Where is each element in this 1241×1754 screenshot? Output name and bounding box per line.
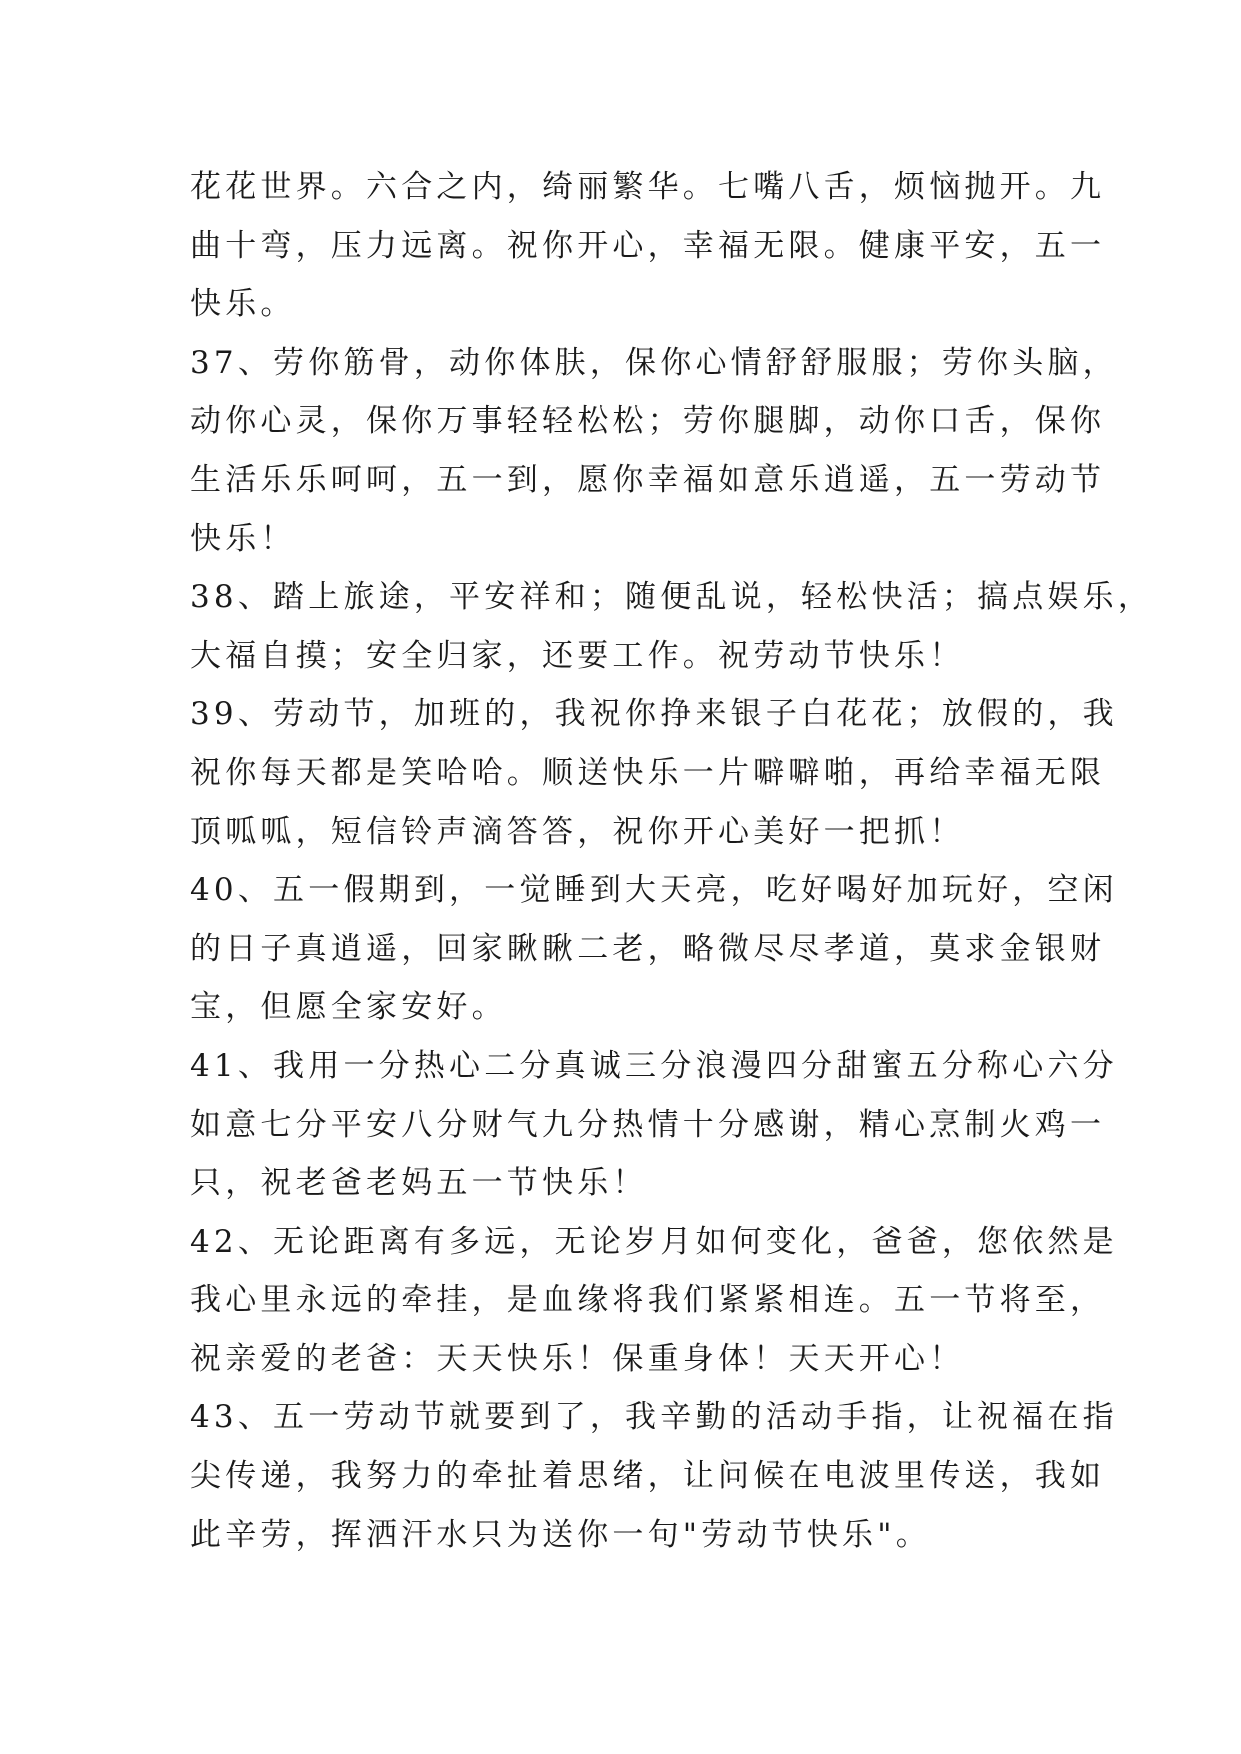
text-line: 生活乐乐呵呵，五一到，愿你幸福如意乐逍遥，五一劳动节: [190, 461, 1106, 498]
text-line: 39、劳动节，加班的，我祝你挣来银子白花花；放假的，我: [190, 696, 1118, 733]
text-line: 顶呱呱，短信铃声滴答答，祝你开心美好一把抓！: [190, 813, 965, 850]
text-line: 如意七分平安八分财气九分热情十分感谢，精心烹制火鸡一: [190, 1106, 1106, 1143]
text-line: 快乐！: [190, 520, 296, 557]
text-line: 的日子真逍遥，回家瞅瞅二老，略微尽尽孝道，莫求金银财: [190, 930, 1106, 967]
text-line: 43、五一劳动节就要到了，我辛勤的活动手指，让祝福在指: [190, 1399, 1118, 1436]
text-line: 动你心灵，保你万事轻轻松松；劳你腿脚，动你口舌，保你: [190, 403, 1106, 440]
text-line: 42、无论距离有多远，无论岁月如何变化，爸爸，您依然是: [190, 1223, 1118, 1260]
text-line: 41、我用一分热心二分真诚三分浪漫四分甜蜜五分称心六分: [190, 1047, 1118, 1084]
text-line: 宝，但愿全家安好。: [190, 989, 507, 1026]
text-line: 大福自摸；安全归家，还要工作。祝劳动节快乐！: [190, 637, 965, 674]
document-body: [190, 158, 1154, 1564]
text-line: 40、五一假期到，一觉睡到大天亮，吃好喝好加玩好，空闲: [190, 872, 1118, 909]
text-line: 快乐。: [190, 286, 296, 323]
text-line: 只，祝老爸老妈五一节快乐！: [190, 1165, 648, 1202]
text-line: 曲十弯，压力远离。祝你开心，幸福无限。健康平安，五一: [190, 227, 1106, 264]
text-line: 花花世界。六合之内，绮丽繁华。七嘴八舌，烦恼抛开。九: [190, 169, 1106, 205]
text-line: 37、劳你筋骨，动你体肤，保你心情舒舒服服；劳你头脑，: [190, 344, 1118, 381]
text-line: 我心里永远的牵挂，是血缘将我们紧紧相连。五一节将至，: [190, 1282, 1106, 1319]
text-line: 尖传递，我努力的牵扯着思绪，让问候在电波里传送，我如: [190, 1458, 1106, 1495]
text-line: 此辛劳，挥洒汗水只为送你一句"劳动节快乐"。: [190, 1516, 931, 1553]
text-line: 祝你每天都是笑哈哈。顺送快乐一片噼噼啪，再给幸福无限: [190, 754, 1106, 791]
text-line: 祝亲爱的老爸：天天快乐！保重身体！天天开心！: [190, 1340, 965, 1377]
text-line: 38、踏上旅途，平安祥和；随便乱说，轻松快活；搞点娱乐，: [190, 579, 1154, 616]
